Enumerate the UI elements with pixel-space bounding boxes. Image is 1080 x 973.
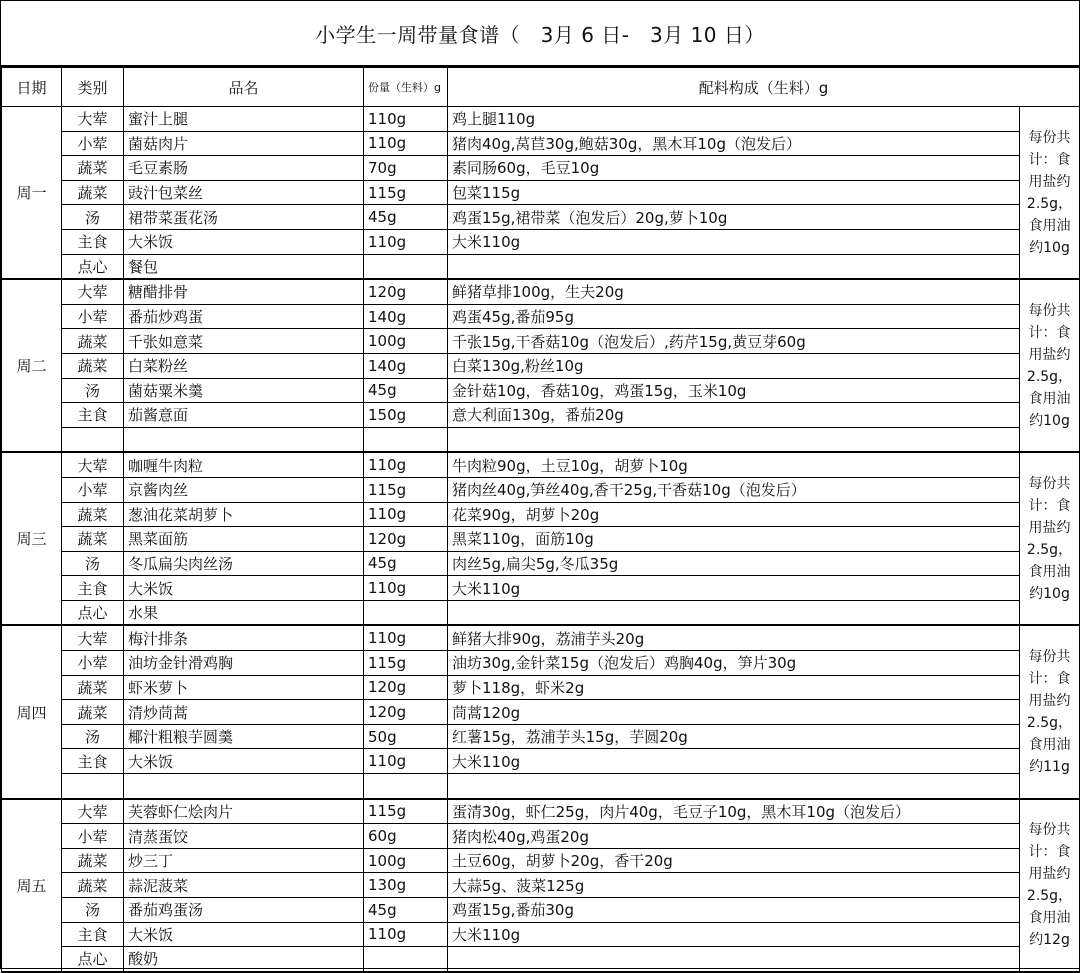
portion-cell: 120g — [364, 675, 448, 700]
header-date: 日期 — [2, 68, 62, 107]
dish-name-cell: 大米饭 — [124, 576, 364, 601]
table-row — [2, 848, 1080, 873]
ingredients-cell: 金针菇10g，香菇10g，鸡蛋15g，玉米10g — [448, 378, 1020, 403]
table-row — [2, 824, 1080, 849]
category-cell: 小荤 — [62, 304, 124, 329]
ingredients-cell: 鲜猪大排90g，荔浦芋头20g — [448, 625, 1020, 650]
category-cell: 汤 — [62, 205, 124, 230]
category-cell: 汤 — [62, 378, 124, 403]
ingredients-cell: 素同肠60g，毛豆10g — [448, 156, 1020, 181]
portion-cell: 45g — [364, 898, 448, 923]
dish-name-cell: 白菜粉丝 — [124, 353, 364, 378]
dish-name-cell: 水果 — [124, 600, 364, 625]
portion-cell: 110g — [364, 107, 448, 132]
header-dish-name: 品名 — [124, 68, 364, 107]
dish-name-cell: 酸奶 — [124, 947, 364, 972]
table-row — [2, 600, 1080, 625]
portion-cell: 120g — [364, 700, 448, 725]
ingredients-cell: 蛋清30g，虾仁25g，肉片40g，毛豆子10g，黑木耳10g（泡发后） — [448, 799, 1020, 824]
table-row — [2, 898, 1080, 923]
category-cell: 小荤 — [62, 651, 124, 676]
table-row — [2, 724, 1080, 749]
category-cell: 大荤 — [62, 107, 124, 132]
category-cell: 蔬菜 — [62, 180, 124, 205]
day-label: 周五 — [2, 799, 62, 972]
category-cell: 蔬菜 — [62, 353, 124, 378]
table-row — [2, 279, 1080, 304]
dish-name-cell: 大米饭 — [124, 749, 364, 774]
category-cell: 主食 — [62, 749, 124, 774]
portion-cell: 45g — [364, 205, 448, 230]
dish-name-cell: 蒜泥菠菜 — [124, 873, 364, 898]
portion-cell: 50g — [364, 724, 448, 749]
dish-name-cell: 餐包 — [124, 254, 364, 279]
ingredients-cell: 鲜猪草排100g，生夫20g — [448, 279, 1020, 304]
portion-cell: 115g — [364, 799, 448, 824]
table-row — [2, 700, 1080, 725]
ingredients-cell: 茼蒿120g — [448, 700, 1020, 725]
ingredients-cell — [448, 427, 1020, 452]
table-row — [2, 427, 1080, 452]
category-cell: 主食 — [62, 403, 124, 428]
day-label: 周四 — [2, 625, 62, 798]
nutrition-note: 每份共计：食用盐约2.5g，食用油约11g — [1020, 625, 1080, 798]
ingredients-cell: 鸡蛋15g,裙带菜（泡发后）20g,萝卜10g — [448, 205, 1020, 230]
ingredients-cell: 意大利面130g，番茄20g — [448, 403, 1020, 428]
dish-name-cell: 豉汁包菜丝 — [124, 180, 364, 205]
portion-cell: 115g — [364, 651, 448, 676]
dish-name-cell — [124, 427, 364, 452]
portion-cell: 110g — [364, 229, 448, 254]
dish-name-cell: 番茄鸡蛋汤 — [124, 898, 364, 923]
table-row — [2, 625, 1080, 650]
portion-cell: 130g — [364, 873, 448, 898]
nutrition-note: 每份共计：食用盐约2.5g，食用油约10g — [1020, 279, 1080, 452]
ingredients-cell: 大蒜5g、菠菜125g — [448, 873, 1020, 898]
ingredients-cell: 鸡上腿110g — [448, 107, 1020, 132]
dish-name-cell: 茄酱意面 — [124, 403, 364, 428]
portion-cell: 115g — [364, 477, 448, 502]
dish-name-cell: 黑菜面筋 — [124, 527, 364, 552]
table-row — [2, 551, 1080, 576]
dish-name-cell: 蜜汁上腿 — [124, 107, 364, 132]
table-row — [2, 107, 1080, 132]
portion-cell — [364, 600, 448, 625]
table-row — [2, 452, 1080, 477]
dish-name-cell: 炒三丁 — [124, 848, 364, 873]
table-row — [2, 229, 1080, 254]
ingredients-cell: 牛肉粒90g，土豆10g，胡萝卜10g — [448, 452, 1020, 477]
category-cell: 蔬菜 — [62, 527, 124, 552]
header-category: 类别 — [62, 68, 124, 107]
portion-cell: 110g — [364, 131, 448, 156]
ingredients-cell: 猪肉松40g,鸡蛋20g — [448, 824, 1020, 849]
dish-name-cell: 菌菇肉片 — [124, 131, 364, 156]
dish-name-cell — [124, 774, 364, 799]
dish-name-cell: 冬瓜扁尖肉丝汤 — [124, 551, 364, 576]
table-row — [2, 353, 1080, 378]
ingredients-cell: 大米110g — [448, 576, 1020, 601]
portion-cell: 100g — [364, 329, 448, 354]
portion-cell — [364, 427, 448, 452]
portion-cell: 150g — [364, 403, 448, 428]
ingredients-cell — [448, 254, 1020, 279]
portion-cell: 110g — [364, 452, 448, 477]
ingredients-cell: 大米110g — [448, 922, 1020, 947]
portion-cell: 110g — [364, 922, 448, 947]
portion-cell: 45g — [364, 378, 448, 403]
table-row — [2, 922, 1080, 947]
table-row — [2, 774, 1080, 799]
category-cell: 大荤 — [62, 625, 124, 650]
category-cell — [62, 774, 124, 799]
dish-name-cell: 葱油花菜胡萝卜 — [124, 502, 364, 527]
dish-name-cell: 大米饭 — [124, 922, 364, 947]
category-cell: 小荤 — [62, 131, 124, 156]
dish-name-cell: 清炒茼蒿 — [124, 700, 364, 725]
table-row — [2, 527, 1080, 552]
ingredients-cell: 千张15g,干香菇10g（泡发后）,药芹15g,黄豆芽60g — [448, 329, 1020, 354]
category-cell: 大荤 — [62, 799, 124, 824]
ingredients-cell: 花菜90g，胡萝卜20g — [448, 502, 1020, 527]
portion-cell: 45g — [364, 551, 448, 576]
category-cell: 主食 — [62, 922, 124, 947]
category-cell — [62, 427, 124, 452]
page-title: 小学生一周带量食谱（ 3月 6 日- 3月 10 日） — [1, 1, 1079, 67]
dish-name-cell: 梅汁排条 — [124, 625, 364, 650]
ingredients-cell: 土豆60g，胡萝卜20g，香干20g — [448, 848, 1020, 873]
ingredients-cell: 油坊30g,金针菜15g（泡发后）鸡胸40g，笋片30g — [448, 651, 1020, 676]
ingredients-cell: 鸡蛋15g,番茄30g — [448, 898, 1020, 923]
category-cell: 蔬菜 — [62, 700, 124, 725]
header-row — [2, 68, 1080, 107]
dish-name-cell: 清蒸蛋饺 — [124, 824, 364, 849]
category-cell: 汤 — [62, 724, 124, 749]
ingredients-cell: 大米110g — [448, 749, 1020, 774]
dish-name-cell: 椰汁粗粮芋圆羹 — [124, 724, 364, 749]
category-cell: 点心 — [62, 600, 124, 625]
dish-name-cell: 菌菇粟米羹 — [124, 378, 364, 403]
category-cell: 蔬菜 — [62, 156, 124, 181]
day-label: 周一 — [2, 107, 62, 280]
portion-cell — [364, 774, 448, 799]
portion-cell: 120g — [364, 527, 448, 552]
table-row — [2, 205, 1080, 230]
table-row — [2, 131, 1080, 156]
table-row — [2, 403, 1080, 428]
ingredients-cell: 包菜115g — [448, 180, 1020, 205]
portion-cell: 60g — [364, 824, 448, 849]
portion-cell: 115g — [364, 180, 448, 205]
category-cell: 汤 — [62, 898, 124, 923]
ingredients-cell — [448, 774, 1020, 799]
dish-name-cell: 咖喱牛肉粒 — [124, 452, 364, 477]
portion-cell: 120g — [364, 279, 448, 304]
ingredients-cell: 肉丝5g,扁尖5g,冬瓜35g — [448, 551, 1020, 576]
ingredients-cell: 红薯15g，荔浦芋头15g，芋圆20g — [448, 724, 1020, 749]
day-label: 周三 — [2, 452, 62, 625]
table-row — [2, 502, 1080, 527]
ingredients-cell: 黑菜110g，面筋10g — [448, 527, 1020, 552]
dish-name-cell: 油坊金针滑鸡胸 — [124, 651, 364, 676]
dish-name-cell: 芙蓉虾仁烩肉片 — [124, 799, 364, 824]
table-row — [2, 180, 1080, 205]
table-row — [2, 947, 1080, 972]
table-row — [2, 254, 1080, 279]
dish-name-cell: 千张如意菜 — [124, 329, 364, 354]
category-cell: 大荤 — [62, 279, 124, 304]
category-cell: 蔬菜 — [62, 502, 124, 527]
dish-name-cell: 番茄炒鸡蛋 — [124, 304, 364, 329]
table-row — [2, 378, 1080, 403]
menu-table — [1, 67, 1080, 973]
dish-name-cell: 京酱肉丝 — [124, 477, 364, 502]
portion-cell: 100g — [364, 848, 448, 873]
ingredients-cell — [448, 947, 1020, 972]
category-cell: 小荤 — [62, 824, 124, 849]
category-cell: 蔬菜 — [62, 675, 124, 700]
table-row — [2, 304, 1080, 329]
ingredients-cell: 萝卜118g，虾米2g — [448, 675, 1020, 700]
category-cell: 点心 — [62, 947, 124, 972]
category-cell: 蔬菜 — [62, 873, 124, 898]
nutrition-note: 每份共计：食用盐约2.5g，食用油约10g — [1020, 107, 1080, 280]
nutrition-note: 每份共计：食用盐约2.5g，食用油约12g — [1020, 799, 1080, 972]
category-cell: 主食 — [62, 576, 124, 601]
ingredients-cell: 鸡蛋45g,番茄95g — [448, 304, 1020, 329]
ingredients-cell: 猪肉40g,莴苣30g,鲍菇30g，黑木耳10g（泡发后） — [448, 131, 1020, 156]
table-row — [2, 873, 1080, 898]
nutrition-note: 每份共计：食用盐约2.5g，食用油约10g — [1020, 452, 1080, 625]
table-row — [2, 675, 1080, 700]
ingredients-cell: 大米110g — [448, 229, 1020, 254]
category-cell: 主食 — [62, 229, 124, 254]
category-cell: 汤 — [62, 551, 124, 576]
category-cell: 蔬菜 — [62, 848, 124, 873]
day-label: 周二 — [2, 279, 62, 452]
dish-name-cell: 毛豆素肠 — [124, 156, 364, 181]
table-row — [2, 799, 1080, 824]
dish-name-cell: 大米饭 — [124, 229, 364, 254]
dish-name-cell: 裙带菜蛋花汤 — [124, 205, 364, 230]
header-portion: 份量（生料）g — [364, 68, 448, 107]
table-row — [2, 749, 1080, 774]
menu-body — [2, 107, 1080, 972]
portion-cell: 70g — [364, 156, 448, 181]
header-ingredients: 配料构成（生料）g — [448, 68, 1080, 107]
table-row — [2, 576, 1080, 601]
category-cell: 点心 — [62, 254, 124, 279]
portion-cell: 110g — [364, 749, 448, 774]
portion-cell: 110g — [364, 576, 448, 601]
table-row — [2, 329, 1080, 354]
dish-name-cell: 糖醋排骨 — [124, 279, 364, 304]
table-row — [2, 477, 1080, 502]
dish-name-cell: 虾米萝卜 — [124, 675, 364, 700]
portion-cell: 140g — [364, 304, 448, 329]
ingredients-cell: 猪肉丝40g,笋丝40g,香干25g,干香菇10g（泡发后） — [448, 477, 1020, 502]
category-cell: 蔬菜 — [62, 329, 124, 354]
portion-cell: 140g — [364, 353, 448, 378]
portion-cell: 110g — [364, 625, 448, 650]
portion-cell — [364, 947, 448, 972]
portion-cell — [364, 254, 448, 279]
category-cell: 大荤 — [62, 452, 124, 477]
portion-cell: 110g — [364, 502, 448, 527]
category-cell: 小荤 — [62, 477, 124, 502]
ingredients-cell — [448, 600, 1020, 625]
table-row — [2, 651, 1080, 676]
ingredients-cell: 白菜130g,粉丝10g — [448, 353, 1020, 378]
table-row — [2, 156, 1080, 181]
